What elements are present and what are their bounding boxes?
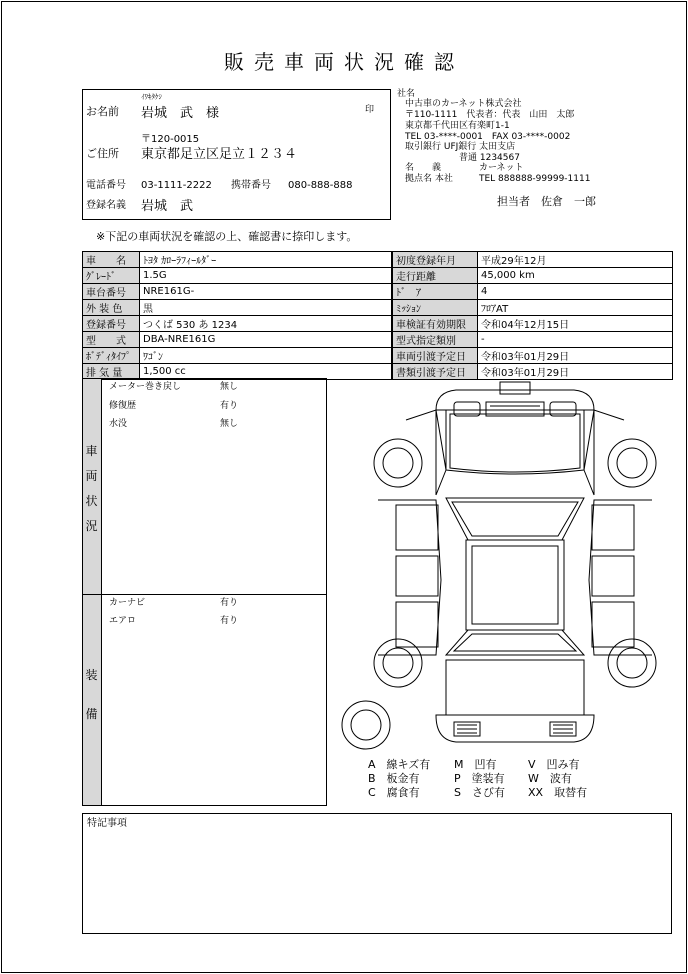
spec-value: 令和03年01月29日 [478, 348, 673, 364]
hood-panel [446, 410, 584, 474]
wheel-rear-left [374, 639, 422, 687]
customer-name-kana: ｲﾜｷﾀｹｼ [141, 93, 162, 101]
staff-name: 担当者 佐倉 一郎 [497, 195, 596, 208]
spec-value: 4 [478, 284, 673, 300]
spec-row [393, 348, 673, 364]
spec-label: 外 装 色 [83, 300, 140, 316]
legend-item: B 板金有 [368, 772, 420, 785]
spec-row [83, 332, 392, 348]
spec-value: 1.5G [140, 268, 392, 284]
company-name: 中古車のカーネット株式会社 [405, 99, 522, 109]
company-line6-value: カーネット [479, 163, 524, 173]
spec-value: ﾄﾖﾀ ｶﾛｰﾗﾌｨｰﾙﾀﾞｰ [140, 252, 392, 268]
company-label: 社名 [397, 89, 416, 99]
equipment-label-char: 装 [85, 668, 98, 682]
spec-label: 型 式 [83, 332, 140, 348]
condition-label-char: 両 [85, 469, 98, 483]
customer-postal: 〒120-0015 [141, 134, 200, 145]
rear-panel [436, 660, 594, 742]
spec-value: 黒 [140, 300, 392, 316]
wheel-rear-right [608, 639, 656, 687]
spec-value: 平成29年12月 [478, 252, 673, 268]
equipment-box [82, 594, 327, 806]
condition-item-name: 修復歴 [109, 401, 137, 411]
spec-label: 書類引渡予定日 [393, 364, 478, 380]
spec-row [83, 252, 392, 268]
condition-box [82, 378, 327, 595]
spec-row [83, 268, 392, 284]
spec-table-left [82, 251, 392, 380]
legend-item: S さび有 [454, 786, 505, 799]
customer-registered-label: 登録名義 [86, 200, 126, 211]
customer-phone: 03-1111-2222 [141, 180, 212, 191]
spec-value: 令和03年01月29日 [478, 364, 673, 380]
legend-item: M 凹有 [454, 758, 497, 771]
legend-item: A 線キズ有 [368, 758, 431, 771]
customer-phone-label: 電話番号 [86, 180, 126, 191]
spec-value: ﾌﾛｱAT [478, 300, 673, 316]
damage-legend [368, 759, 608, 803]
rear-window [446, 630, 584, 655]
spec-table-right [392, 251, 673, 380]
spec-row [393, 364, 673, 380]
spec-row [393, 252, 673, 268]
company-line7-label: 拠点名 本社 [405, 174, 453, 184]
spec-label: 車 名 [83, 252, 140, 268]
wheel-front-right [608, 439, 656, 487]
spec-row [393, 268, 673, 284]
remarks-box [82, 813, 672, 934]
spec-label: 型式指定類別 [393, 332, 478, 348]
customer-mobile: 080-888-888 [288, 180, 353, 191]
condition-label-column [83, 379, 102, 594]
customer-address-label: ご住所 [86, 147, 119, 160]
spec-label: 車検証有効期限 [393, 316, 478, 332]
front-bumper [436, 382, 594, 416]
legend-item: C 腐食有 [368, 786, 420, 799]
equipment-label-char: 備 [85, 707, 98, 721]
spec-row [393, 332, 673, 348]
company-line2: 東京都千代田区有楽町1-1 [405, 121, 510, 131]
spec-row [393, 284, 673, 300]
spec-value: 45,000 km [478, 268, 673, 284]
spec-label: 排 気 量 [83, 364, 140, 380]
condition-item-value: 有り [220, 401, 239, 411]
spec-label: ﾐｯｼｮﾝ [393, 300, 478, 316]
condition-item-value: 無し [220, 382, 239, 392]
spec-row [83, 300, 392, 316]
condition-label-char: 車 [85, 444, 98, 458]
legend-item: W 波有 [528, 772, 572, 785]
spec-label: 登録番号 [83, 316, 140, 332]
spec-label: 初度登録年月 [393, 252, 478, 268]
equipment-label-column [83, 595, 102, 805]
spec-row [393, 316, 673, 332]
seal-mark: 印 [365, 105, 375, 115]
customer-registered-name: 岩城 武 [141, 199, 194, 214]
spec-value: - [478, 332, 673, 348]
spec-row [393, 300, 673, 316]
spec-label: 車両引渡予定日 [393, 348, 478, 364]
spec-label: ﾄﾞ ｱ [393, 284, 478, 300]
spare-wheel [342, 701, 390, 749]
car-diagram [336, 380, 666, 760]
equipment-item-name: カーナビ [109, 598, 146, 608]
condition-item-value: 無し [220, 419, 239, 429]
spec-value: ﾜｺﾞﾝ [140, 348, 392, 364]
condition-item-name: メーター巻き戻し [109, 382, 182, 392]
legend-item: P 塗装有 [454, 772, 505, 785]
spec-value: 1,500 cc [140, 364, 392, 380]
company-line5: 普通 1234567 [459, 153, 520, 163]
spec-value: NRE161G- [140, 284, 392, 300]
company-line4: 取引銀行 UFJ銀行 太田支店 [405, 142, 516, 152]
spec-row [83, 348, 392, 364]
company-block [397, 90, 637, 215]
spec-label: 走行距離 [393, 268, 478, 284]
customer-box [82, 89, 391, 220]
spec-row [83, 316, 392, 332]
legend-item: XX 取替有 [528, 786, 588, 799]
spec-label: ｸﾞﾚｰﾄﾞ [83, 268, 140, 284]
equipment-item-value: 有り [220, 616, 239, 626]
condition-label-char: 況 [85, 519, 98, 533]
document-title: 販売車両状況確認 [224, 50, 464, 74]
company-line1: 〒110-1111 代表者：代表 山田 太郎 [405, 110, 575, 120]
customer-name-label: お名前 [86, 105, 119, 118]
legend-item: V 凹み有 [528, 758, 580, 771]
roof-panel [466, 540, 564, 630]
condition-item-name: 水没 [109, 419, 128, 429]
condition-label-char: 状 [85, 494, 98, 508]
equipment-item-value: 有り [220, 598, 239, 608]
company-line6-label: 名 義 [405, 163, 442, 173]
customer-name: 岩城 武 様 [141, 106, 220, 121]
spec-value: つくば 530 あ 1234 [140, 316, 392, 332]
spec-value: DBA-NRE161G [140, 332, 392, 348]
customer-mobile-label: 携帯番号 [231, 180, 271, 191]
remarks-label: 特記事項 [87, 818, 127, 829]
spec-row [83, 284, 392, 300]
notice-text: ※下記の車両状況を確認の上、確認書に捺印します。 [96, 230, 358, 243]
spec-value: 令和04年12月15日 [478, 316, 673, 332]
wheel-front-left [374, 439, 422, 487]
equipment-item-name: エアロ [109, 616, 137, 626]
company-line3: TEL 03-****-0001 FAX 03-****-0002 [405, 132, 571, 142]
customer-address: 東京都足立区足立１２３４ [141, 147, 298, 162]
spec-label: 車台番号 [83, 284, 140, 300]
company-line7-value: TEL 888888-99999-1111 [479, 174, 591, 184]
spec-label: ﾎﾞﾃﾞｨﾀｲﾌﾟ [83, 348, 140, 364]
windshield [446, 498, 584, 540]
